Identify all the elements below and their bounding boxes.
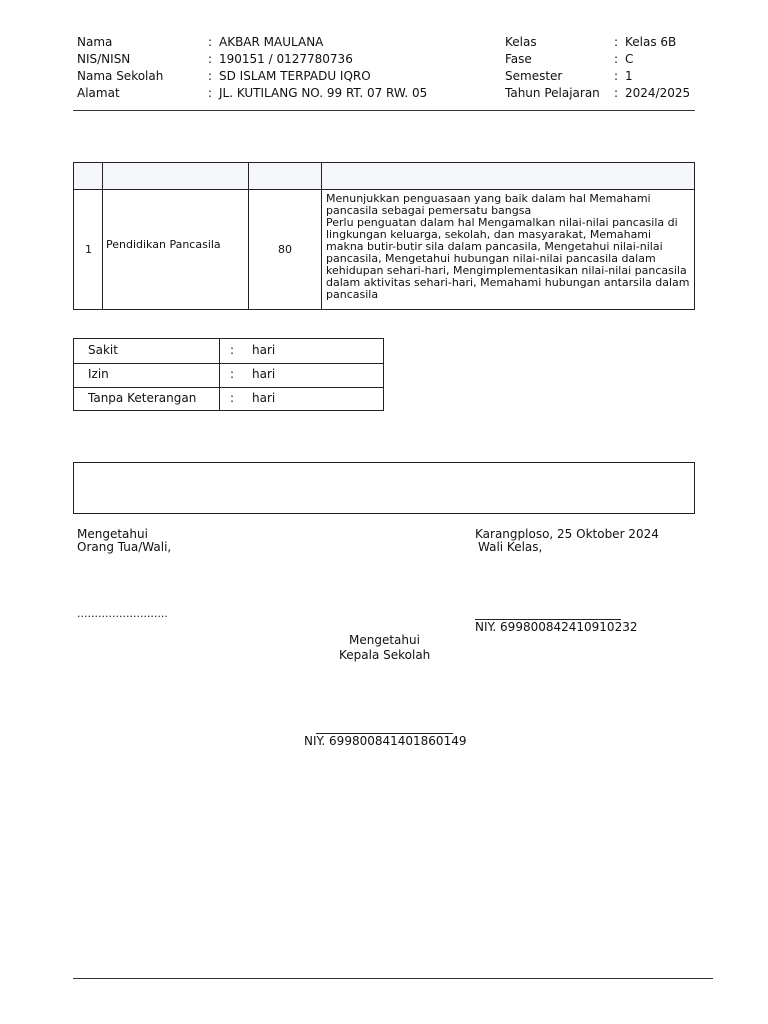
footer-divider (73, 978, 713, 979)
school-address: JL. KUTILANG NO. 99 RT. 07 RW. 05 (219, 86, 428, 100)
info-label: Alamat (77, 86, 120, 100)
attendance-unit: hari (252, 391, 276, 405)
info-label: Semester (505, 69, 563, 83)
grades-table (73, 162, 695, 310)
attendance-label: Tanpa Keterangan (88, 391, 197, 405)
attendance-row-absent (74, 387, 383, 411)
attendance-row-permit (74, 363, 383, 388)
attendance-unit: hari (252, 367, 276, 381)
class-value: Kelas 6B (625, 35, 677, 49)
description-text: Menunjukkan penguasaan yang baik dalam hal Memahami pancasila sebagai pemersatu bangsa Perlu penguatan dalam hal Mengamalkan nilai-nilai pancasila di lingkungan keluarga, sekolah, dan masyarakat, Memahami makna butir-butir sila dalam pancasila, Mengetahui nilai-nilai pancasila, Mengetahui hubungan nilai-nilai pancasila dalam kehidupan sehari-hari, Mengimplementasikan nilai-nilai pancasila dalam aktivitas sehari-hari, Memahami hubungan antarsila dalam pancasila (326, 192, 690, 301)
attendance-unit: hari (252, 343, 276, 357)
info-colon: : (208, 86, 213, 100)
principal-signature-heading: Mengetahui (349, 633, 420, 647)
info-label: Fase (505, 52, 532, 66)
info-colon: : (208, 52, 213, 66)
parent-signature-title: Orang Tua/Wali, (77, 540, 172, 554)
table-row (74, 190, 694, 309)
grades-table-header (74, 163, 694, 190)
info-row-nis (77, 51, 477, 68)
student-info-right (505, 34, 695, 104)
principal-signature-title: Kepala Sekolah (339, 648, 431, 662)
info-label: Kelas (505, 35, 537, 49)
info-row-nama (77, 34, 477, 51)
attendance-table (73, 338, 384, 411)
phase-value: C (625, 52, 634, 66)
info-label: Tahun Pelajaran (505, 86, 600, 100)
teacher-niy: NIY. 699800842410910232 (475, 620, 638, 634)
school-name: SD ISLAM TERPADU IQRO (219, 69, 371, 83)
attendance-label: Izin (88, 367, 109, 381)
row-number: 1 (85, 243, 92, 256)
principal-niy: NIY. 699800841401860149 (304, 734, 467, 748)
info-label: NIS/NISN (77, 52, 131, 66)
student-nis: 190151 / 0127780736 (219, 52, 353, 66)
header-divider (73, 110, 695, 111)
school-year-value: 2024/2025 (625, 86, 691, 100)
info-label: Nama Sekolah (77, 69, 164, 83)
info-colon: : (614, 35, 619, 49)
info-colon: : (208, 35, 213, 49)
info-row-phase (505, 51, 695, 68)
score-value: 80 (278, 243, 292, 256)
semester-value: 1 (625, 69, 633, 83)
info-row-school (77, 68, 477, 85)
teacher-signature-title: Wali Kelas, (478, 540, 543, 554)
subject-name: Pendidikan Pancasila (106, 238, 221, 251)
attendance-colon: : (230, 391, 235, 405)
info-row-semester (505, 68, 695, 85)
attendance-label: Sakit (88, 343, 118, 357)
attendance-colon: : (230, 367, 235, 381)
info-row-address (77, 85, 477, 102)
attendance-row-sick (74, 339, 383, 364)
info-row-year (505, 85, 695, 102)
info-colon: : (208, 69, 213, 83)
info-colon: : (614, 52, 619, 66)
attendance-colon: : (230, 343, 235, 357)
student-info-left (77, 34, 477, 104)
info-colon: : (614, 86, 619, 100)
notes-box (73, 462, 695, 514)
info-row-class (505, 34, 695, 51)
info-label: Nama (77, 35, 113, 49)
teacher-place-date: Karangploso, 25 Oktober 2024 (475, 527, 659, 541)
parent-signature-name: .......................... (77, 607, 168, 620)
student-name: AKBAR MAULANA (219, 35, 324, 49)
parent-signature-heading: Mengetahui (77, 527, 148, 541)
info-colon: : (614, 69, 619, 83)
